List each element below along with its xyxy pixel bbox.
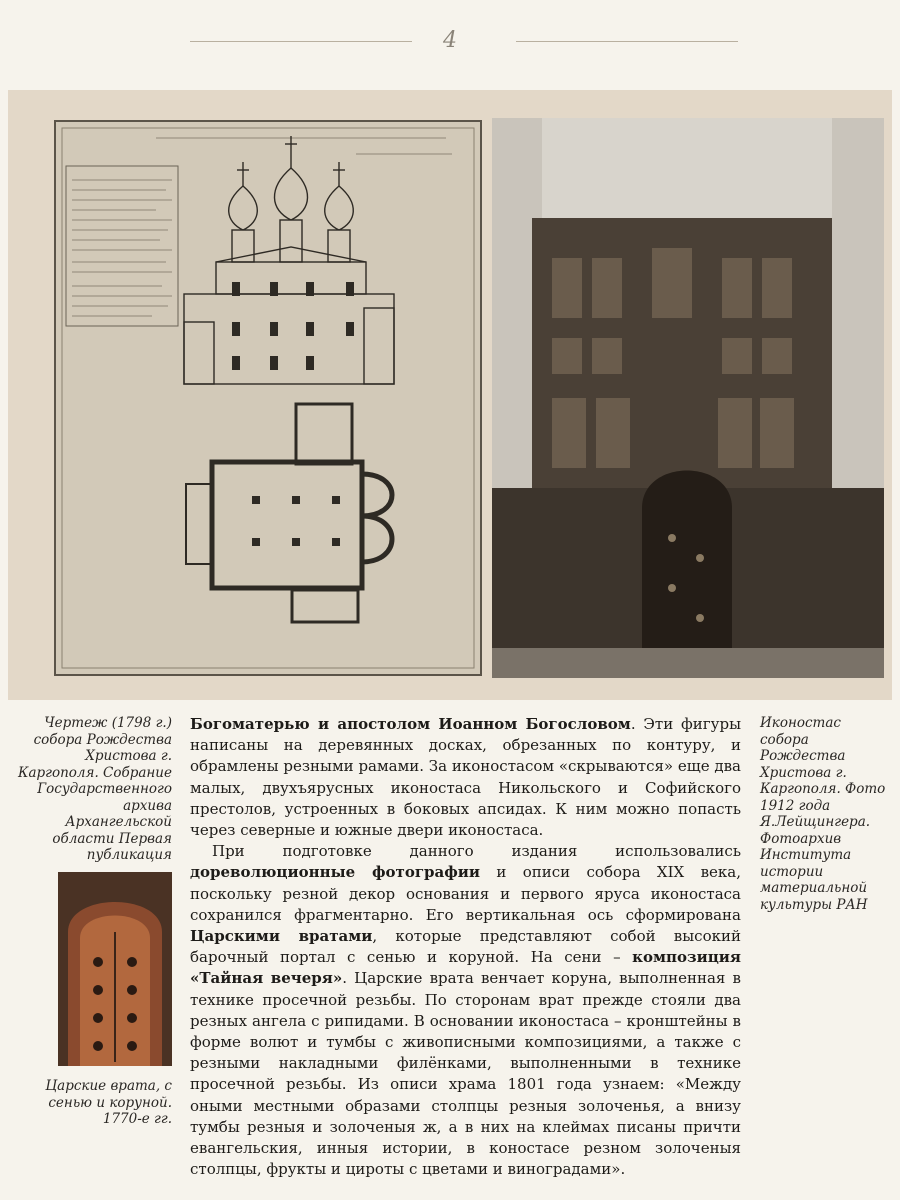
image-band [8,90,892,700]
paragraph-2: При подготовке данного издания использовались дореволюционные фотографии и описи собора XIX века, поскольку резной декор основания и первого яруса иконостаса сохранился фрагментарно. Его вертикальная ось сформирована Царскими вратами, которые представляют собой высокий барочный портал с сенью и коруной. На сени – композиция «Тайная вечеря». Царские врата венчает коруна, выполненная в технике просечной резьбы. По сторонам врат прежде стояли два резных ангела с рипидами. В основании иконостаса – кронштейны в форме волют и тумбы с живописными композициями, а также с резными накладными филёнками, выполненными в технике просечной резьбы. Из описи храма 1801 года узнаем: «Между оными местными образами столпцы резныя золоченья, а внизу тумбы резныя и золоченыя ж, а в них на клеймах писаны причти евангельския, инныя истории, в коностасе резном золоченыя столпцы, фрукты и цироты с цветами и виноградами». [190,842,741,1179]
gates-caption: Царские врата, с сенью и коруной. 1770-е гг. [45,1078,172,1127]
archival-drawing [54,120,482,676]
drawing-caption: Чертеж (1798 г.) собора Рождества Христова г. Каргополя. Собрание Государственного архива Архангельской области Первая публикация [18,715,172,863]
iconostasis-caption: Иконостас собора Рождества Христова г. Каргополя. Фото 1912 года Я.Лейщингера. Фотоархив Института истории материальной культуры РАН [760,715,886,913]
iconostasis-photo [492,118,884,678]
paragraph-1: Богоматерью и апостолом Иоанном Богословом. Эти фигуры написаны на деревянных досках, обрезанных по контуру, и обрамлены резными рамами. За иконостасом «скрываются» еще два малых, двухъярусных иконостаса Никольского и Софийского престолов, устроенных в боковых апсидах. К ним можно попасть через северные и южные двери иконостаса. [190,715,742,840]
royal-gates-photo [58,872,172,1066]
page-number: 4 [443,28,457,53]
body-text [190,714,741,1180]
